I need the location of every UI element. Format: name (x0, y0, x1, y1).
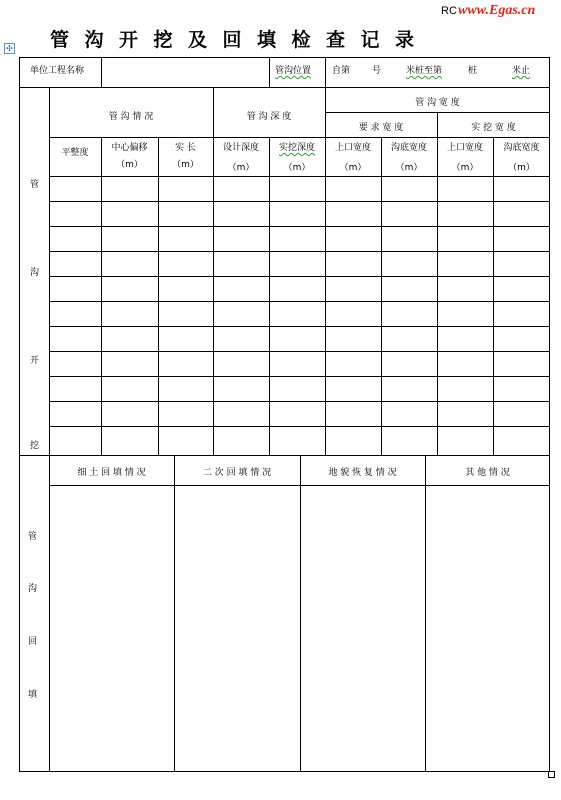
col-actual-depth-unit: （m） (283, 163, 311, 173)
col-bottom-width-required: 沟底宽度 (390, 143, 427, 153)
sub-actual-width: 实 挖 宽 度 (471, 123, 516, 133)
backfill-side-char: 管 (28, 532, 38, 542)
group-trench-condition: 管 沟 情 况 (108, 112, 154, 122)
grid-line (269, 57, 270, 87)
grid-line (49, 301, 550, 302)
pile-label-start: 米桩至第 (406, 66, 443, 76)
excavation-side-char: 挖 (30, 441, 40, 451)
grid-line (425, 455, 426, 772)
col-fine-soil-backfill: 细 土 回 填 情 况 (77, 468, 146, 478)
col-second-backfill: 二 次 回 填 情 况 (202, 468, 272, 478)
grid-line (174, 455, 175, 772)
grid-line (49, 276, 550, 277)
resize-handle[interactable] (548, 771, 555, 778)
move-handle-icon[interactable]: ✣ (4, 43, 15, 54)
grid-line (49, 401, 550, 402)
watermark: www.Egas.cn (458, 3, 536, 18)
grid-line (300, 455, 301, 772)
col-design-depth-unit: （m） (227, 163, 255, 173)
from-label: 自第 (332, 66, 351, 76)
excavation-side-char: 沟 (30, 268, 40, 278)
col-center-offset: 中心偏移 (111, 143, 148, 153)
col-bottom-width-actual: 沟底宽度 (503, 143, 540, 153)
page-title: 管沟开挖及回填检查记录 (50, 29, 430, 51)
number-label: 号 (372, 66, 382, 76)
doc-code: RC (441, 5, 457, 17)
grid-line (49, 326, 550, 327)
excavation-side-char: 管 (30, 180, 40, 190)
unit-name-label: 单位工程名称 (30, 66, 85, 76)
grid-line (158, 137, 159, 455)
col-top-width-required-unit: （m） (339, 163, 367, 173)
grid-line (19, 87, 550, 88)
col-flatness: 平整度 (61, 148, 89, 158)
grid-line (49, 251, 550, 252)
grid-line (49, 176, 550, 177)
col-landform-restore: 地 貌 恢 复 情 况 (328, 468, 397, 478)
group-trench-depth: 管 沟 深 度 (246, 112, 292, 122)
grid-line (493, 137, 494, 455)
group-trench-width: 管 沟 宽 度 (415, 98, 460, 108)
grid-line (49, 426, 550, 427)
grid-line (269, 137, 270, 455)
backfill-side-char: 填 (28, 690, 38, 700)
grid-line (49, 137, 213, 138)
col-design-depth: 设计深度 (222, 143, 259, 153)
backfill-side-char: 沟 (28, 584, 38, 594)
pile-label-mid: 桩 (468, 66, 478, 76)
grid-line (49, 226, 550, 227)
col-center-offset-unit: （m） (116, 160, 143, 170)
backfill-side-char: 回 (28, 637, 38, 647)
grid-line (381, 137, 382, 455)
col-top-width-required: 上口宽度 (334, 143, 371, 153)
sub-required-width: 要 求 宽 度 (358, 123, 404, 133)
trench-position-label: 管沟位置 (275, 66, 312, 76)
col-other: 其 他 情 况 (465, 468, 510, 478)
grid-line (49, 201, 550, 202)
grid-line (49, 351, 550, 352)
pile-label-end: 米止 (512, 66, 531, 76)
grid-line (101, 137, 102, 455)
grid-line (49, 376, 550, 377)
col-actual-depth: 实挖深度 (278, 143, 315, 153)
grid-line (101, 57, 102, 87)
col-bottom-width-required-unit: （m） (395, 163, 423, 173)
grid-line (325, 57, 326, 87)
col-top-width-actual-unit: （m） (451, 163, 479, 173)
grid-line (19, 455, 550, 456)
col-actual-length-unit: （m） (172, 160, 199, 170)
col-bottom-width-actual-unit: （m） (508, 163, 535, 173)
col-actual-length: 实 长 (175, 143, 196, 153)
excavation-side-char: 开 (30, 356, 40, 366)
col-top-width-actual: 上口宽度 (446, 143, 483, 153)
grid-line (49, 87, 50, 772)
